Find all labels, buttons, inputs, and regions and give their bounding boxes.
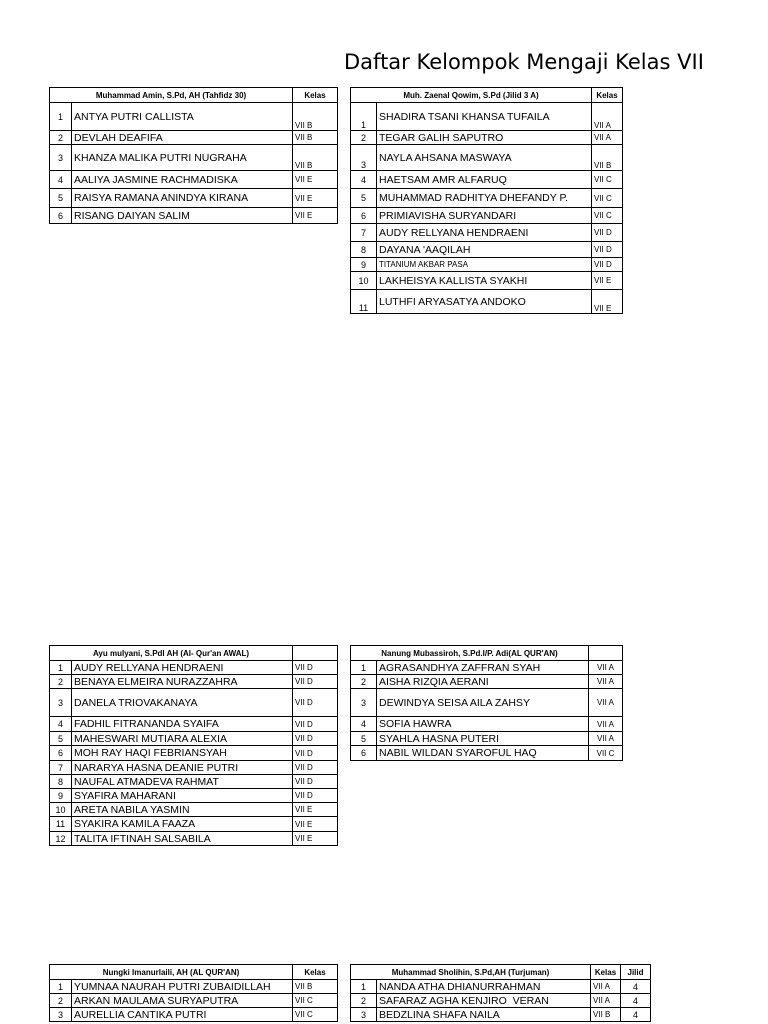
- student-kelas: VII A: [589, 675, 623, 689]
- table-header: [50, 965, 338, 980]
- table-row: [351, 1008, 651, 1022]
- kelas-header: Kelas: [293, 965, 338, 980]
- table-row: [50, 761, 338, 775]
- student-kelas: VII A: [591, 994, 621, 1008]
- table-row: [50, 103, 338, 131]
- table-row: [50, 789, 338, 803]
- table-row: [50, 171, 338, 189]
- group-table-sholihin: [350, 964, 651, 1022]
- student-kelas: VII E: [293, 817, 338, 832]
- table-header: [351, 88, 623, 103]
- student-kelas: VII B: [592, 145, 623, 171]
- row-number: 3: [351, 689, 377, 717]
- student-kelas: VII A: [591, 980, 621, 994]
- student-kelas: VII A: [592, 131, 623, 145]
- row-number: 1: [351, 103, 377, 131]
- row-number: 9: [351, 258, 377, 272]
- table-row: [351, 994, 651, 1008]
- kelas-header: Kelas: [592, 88, 623, 103]
- table-row: [351, 145, 623, 171]
- row-number: 6: [50, 208, 72, 224]
- teacher-header: Nanung Mubassiroh, S.Pd.I/P. Adi(AL QUR'AN): [351, 646, 589, 661]
- row-number: 5: [50, 189, 72, 208]
- table-row: [50, 803, 338, 817]
- student-name: KHANZA MALIKA PUTRI NUGRAHA: [72, 145, 293, 171]
- row-number: 3: [50, 145, 72, 171]
- student-name: NAUFAL ATMADEVA RAHMAT: [72, 775, 293, 789]
- student-name: DEWINDYA SEISA AILA ZAHSY: [377, 689, 589, 717]
- table-row: [50, 817, 338, 832]
- student-name: SYAHLA HASNA PUTERI: [377, 732, 589, 746]
- student-name: NANDA ATHA DHIANURRAHMAN: [377, 980, 591, 994]
- student-name: NARARYA HASNA DEANIE PUTRI: [72, 761, 293, 775]
- student-kelas: VII B: [293, 980, 338, 994]
- student-kelas: VII D: [293, 675, 338, 689]
- table-row: [50, 832, 338, 846]
- student-name: MAHESWARI MUTIARA ALEXIA: [72, 732, 293, 746]
- student-jilid: 4: [621, 994, 651, 1008]
- student-name: SYAFIRA MAHARANI: [72, 789, 293, 803]
- table-row: [50, 208, 338, 224]
- student-name: MOH RAY HAQI FEBRIANSYAH: [72, 746, 293, 761]
- row-number: 3: [50, 1008, 72, 1022]
- student-name: PRIMIAVISHA SURYANDARI: [377, 208, 592, 224]
- table-row: [50, 131, 338, 145]
- student-kelas: VII E: [293, 189, 338, 208]
- row-number: 3: [351, 1008, 377, 1022]
- student-kelas: VII A: [589, 717, 623, 732]
- table-header: [50, 646, 338, 661]
- row-number: 2: [351, 675, 377, 689]
- row-number: 6: [351, 746, 377, 761]
- student-name: LAKHEISYA KALLISTA SYAKHI: [377, 272, 592, 290]
- table-row: [351, 224, 623, 242]
- student-kelas: VII B: [293, 145, 338, 171]
- student-name: YUMNAA NAURAH PUTRI ZUBAIDILLAH: [72, 980, 293, 994]
- student-kelas: VII A: [589, 689, 623, 717]
- student-name: DANELA TRIOVAKANAYA: [72, 689, 293, 717]
- row-number: 6: [351, 208, 377, 224]
- student-name: TALITA IFTINAH SALSABILA: [72, 832, 293, 846]
- student-kelas: VII C: [293, 1008, 338, 1022]
- row-number: 5: [351, 732, 377, 746]
- table-row: [351, 208, 623, 224]
- row-number: 3: [50, 689, 72, 717]
- row-number: 4: [50, 717, 72, 732]
- row-number: 2: [351, 994, 377, 1008]
- group-table-amin: [49, 87, 338, 224]
- row-number: 7: [351, 224, 377, 242]
- student-name: FADHIL FITRANANDA SYAIFA: [72, 717, 293, 732]
- student-name: MUHAMMAD RADHITYA DHEFANDY P.: [377, 189, 592, 208]
- table-row: [351, 103, 623, 131]
- student-name: HAETSAM AMR ALFARUQ: [377, 171, 592, 189]
- table-row: [50, 189, 338, 208]
- student-name: TITANIUM AKBAR PASA: [377, 258, 592, 272]
- table-row: [50, 717, 338, 732]
- student-kelas: VII E: [293, 803, 338, 817]
- row-number: 11: [351, 290, 377, 314]
- row-number: 10: [50, 803, 72, 817]
- row-number: 2: [50, 994, 72, 1008]
- student-name: BENAYA ELMEIRA NURAZZAHRA: [72, 675, 293, 689]
- student-name: SAFARAZ AGHA KENJIRO VERAN: [377, 994, 591, 1008]
- row-number: 11: [50, 817, 72, 832]
- row-number: 2: [351, 131, 377, 145]
- student-kelas: VII B: [591, 1008, 621, 1022]
- student-jilid: 4: [621, 1008, 651, 1022]
- table-row: [50, 689, 338, 717]
- student-jilid: 4: [621, 980, 651, 994]
- student-name: AURELLIA CANTIKA PUTRI: [72, 1008, 293, 1022]
- student-kelas: VII A: [589, 732, 623, 746]
- table-row: [351, 189, 623, 208]
- table-row: [50, 775, 338, 789]
- teacher-header: Ayu mulyani, S.PdI AH (Al- Qur'an AWAL): [50, 646, 293, 661]
- student-name: SOFIA HAWRA: [377, 717, 589, 732]
- row-number: 8: [50, 775, 72, 789]
- student-kelas: VII D: [592, 258, 623, 272]
- table-row: [351, 242, 623, 258]
- student-kelas: VII E: [293, 171, 338, 189]
- row-number: 2: [50, 675, 72, 689]
- table-row: [351, 732, 623, 746]
- row-number: 8: [351, 242, 377, 258]
- student-name: TEGAR GALIH SAPUTRO: [377, 131, 592, 145]
- group-table-ayu: [49, 645, 338, 846]
- table-row: [351, 746, 623, 761]
- student-name: ARKAN MAULAMA SURYAPUTRA: [72, 994, 293, 1008]
- student-name: AUDY RELLYANA HENDRAENI: [377, 224, 592, 242]
- jilid-header: Jilid: [621, 965, 651, 980]
- table-row: [351, 258, 623, 272]
- table-header: [351, 965, 651, 980]
- row-number: 10: [351, 272, 377, 290]
- student-kelas: VII A: [592, 103, 623, 131]
- student-kelas: VII D: [293, 717, 338, 732]
- student-name: AGRASANDHYA ZAFFRAN SYAH: [377, 661, 589, 675]
- table-row: [351, 272, 623, 290]
- table-row: [50, 732, 338, 746]
- teacher-header: Muhammad Sholihin, S.Pd,AH (Turjuman): [351, 965, 591, 980]
- table-row: [50, 675, 338, 689]
- student-name: DAYANA 'AAQILAH: [377, 242, 592, 258]
- student-name: NABIL WILDAN SYAROFUL HAQ: [377, 746, 589, 761]
- group-table-nanung: [350, 645, 623, 761]
- student-kelas: VII D: [592, 242, 623, 258]
- student-kelas: VII E: [592, 272, 623, 290]
- kelas-header: Kelas: [293, 88, 338, 103]
- student-name: LUTHFI ARYASATYA ANDOKO: [377, 290, 592, 314]
- student-kelas: VII D: [293, 789, 338, 803]
- row-number: 6: [50, 746, 72, 761]
- row-number: 4: [351, 171, 377, 189]
- student-kelas: VII C: [592, 208, 623, 224]
- student-name: RAISYA RAMANA ANINDYA KIRANA: [72, 189, 293, 208]
- table-row: [50, 994, 338, 1008]
- student-name: DEVLAH DEAFIFA: [72, 131, 293, 145]
- student-kelas: VII B: [293, 103, 338, 131]
- row-number: 1: [50, 661, 72, 675]
- group-table-qowim: [350, 87, 623, 314]
- group-table-nungki: [49, 964, 338, 1022]
- table-row: [351, 661, 623, 675]
- row-number: 4: [351, 717, 377, 732]
- row-number: 7: [50, 761, 72, 775]
- student-kelas: VII C: [589, 746, 623, 761]
- student-name: AALIYA JASMINE RACHMADISKA: [72, 171, 293, 189]
- student-kelas: VII D: [293, 746, 338, 761]
- teacher-header: Muh. Zaenal Qowim, S.Pd (Jilid 3 A): [351, 88, 592, 103]
- teacher-header: Muhammad Amin, S.Pd, AH (Tahfidz 30): [50, 88, 293, 103]
- table-row: [351, 675, 623, 689]
- row-number: 5: [50, 732, 72, 746]
- row-number: 5: [351, 189, 377, 208]
- row-number: 1: [50, 103, 72, 131]
- student-name: SHADIRA TSANI KHANSA TUFAILA: [377, 103, 592, 131]
- table-row: [50, 145, 338, 171]
- table-row: [351, 171, 623, 189]
- student-kelas: VII D: [293, 732, 338, 746]
- student-kelas: VII C: [592, 189, 623, 208]
- page-title: Daftar Kelompok Mengaji Kelas VII: [344, 50, 704, 74]
- student-kelas: VII E: [293, 208, 338, 224]
- student-kelas: VII C: [592, 171, 623, 189]
- student-name: ARETA NABILA YASMIN: [72, 803, 293, 817]
- student-kelas: VII D: [293, 775, 338, 789]
- kelas-header: [589, 646, 623, 661]
- table-row: [351, 131, 623, 145]
- student-name: AUDY RELLYANA HENDRAENI: [72, 661, 293, 675]
- table-row: [50, 980, 338, 994]
- kelas-header: [293, 646, 338, 661]
- table-header: [50, 88, 338, 103]
- row-number: 1: [351, 661, 377, 675]
- table-row: [50, 661, 338, 675]
- table-row: [351, 689, 623, 717]
- row-number: 4: [50, 171, 72, 189]
- student-kelas: VII D: [293, 689, 338, 717]
- table-row: [351, 290, 623, 314]
- student-name: BEDZLINA SHAFA NAILA: [377, 1008, 591, 1022]
- student-name: ANTYA PUTRI CALLISTA: [72, 103, 293, 131]
- student-name: RISANG DAIYAN SALIM: [72, 208, 293, 224]
- table-row: [50, 746, 338, 761]
- student-name: AISHA RIZQIA AERANI: [377, 675, 589, 689]
- student-kelas: VII E: [293, 832, 338, 846]
- student-name: NAYLA AHSANA MASWAYA: [377, 145, 592, 171]
- student-kelas: VII B: [293, 131, 338, 145]
- table-header: [351, 646, 623, 661]
- table-row: [50, 1008, 338, 1022]
- row-number: 1: [351, 980, 377, 994]
- row-number: 2: [50, 131, 72, 145]
- student-name: SYAKIRA KAMILA FAAZA: [72, 817, 293, 832]
- teacher-header: Nungki Imanurlaili, AH (AL QUR'AN): [50, 965, 293, 980]
- student-kelas: VII D: [592, 224, 623, 242]
- student-kelas: VII D: [293, 761, 338, 775]
- table-row: [351, 717, 623, 732]
- student-kelas: VII C: [293, 994, 338, 1008]
- row-number: 12: [50, 832, 72, 846]
- student-kelas: VII A: [589, 661, 623, 675]
- table-row: [351, 980, 651, 994]
- row-number: 3: [351, 145, 377, 171]
- kelas-header: Kelas: [591, 965, 621, 980]
- row-number: 9: [50, 789, 72, 803]
- student-kelas: VII E: [592, 290, 623, 314]
- student-kelas: VII D: [293, 661, 338, 675]
- row-number: 1: [50, 980, 72, 994]
